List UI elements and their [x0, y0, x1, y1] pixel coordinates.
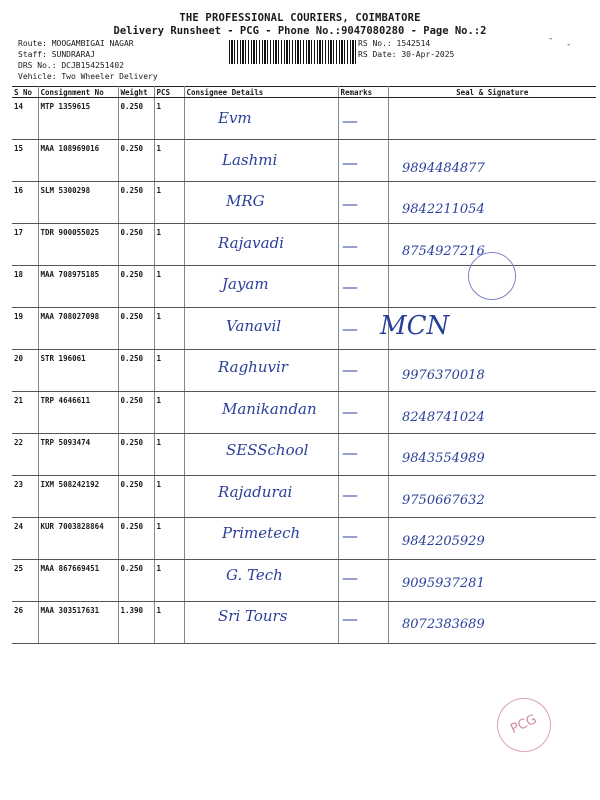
consignee-handwriting: Lashmi — [222, 150, 278, 169]
row-pcs: 1 — [154, 98, 184, 140]
remark-tick: — — [342, 484, 358, 504]
row-pcs: 1 — [154, 140, 184, 182]
row-seal — [388, 98, 596, 140]
consignee-handwriting: Jayam — [222, 275, 269, 293]
consignee-handwriting: Primetech — [222, 524, 301, 542]
row-consignment-no: MAA 708975185 — [38, 266, 118, 308]
table-row — [12, 182, 596, 224]
consignee-handwriting: Raghuvir — [218, 358, 288, 376]
remark-tick: — — [342, 194, 358, 213]
row-pcs: 1 — [154, 224, 184, 266]
row-sno: 25 — [12, 560, 38, 602]
row-sno: 20 — [12, 350, 38, 392]
pcg-stamp: PCG — [488, 689, 560, 761]
row-weight: 0.250 — [118, 350, 154, 392]
signature-phone: 9976370018 — [402, 368, 485, 383]
rs-date: RS Date: 30-Apr-2025 — [358, 50, 455, 59]
table-row — [12, 602, 596, 644]
col-weight: Weight — [118, 87, 154, 98]
signature-phone: 8072383689 — [402, 617, 485, 632]
runsheet-title: Delivery Runsheet - PCG - Phone No.:9047080280 - Page No.:2 — [113, 25, 487, 37]
company-title: THE PROFESSIONAL COURIERS, COIMBATORE — [179, 12, 421, 24]
row-pcs: 1 — [154, 350, 184, 392]
row-pcs: 1 — [154, 560, 184, 602]
row-pcs: 1 — [154, 602, 184, 644]
consignee-handwriting: Sri Tours — [218, 607, 288, 625]
row-weight: 0.250 — [118, 98, 154, 140]
table-row — [12, 560, 596, 602]
row-consignment-no: SLM 5300298 — [38, 182, 118, 224]
signature-phone: 9842205929 — [402, 534, 485, 549]
row-consignment-no: MTP 1359615 — [38, 98, 118, 140]
row-sno: 24 — [12, 518, 38, 560]
staff-label: Staff: SUNDRARAJ — [18, 50, 96, 59]
row-sno: 17 — [12, 224, 38, 266]
margin-mark: - — [548, 34, 554, 44]
signature-phone: 8754927216 — [402, 243, 485, 259]
row-weight: 0.250 — [118, 308, 154, 350]
delivery-table — [12, 86, 596, 644]
signature-phone: 9095937281 — [402, 575, 485, 591]
row-consignment-no: TRP 4646611 — [38, 392, 118, 434]
remark-tick: — — [342, 443, 358, 462]
row-weight: 0.250 — [118, 392, 154, 434]
row-pcs: 1 — [154, 266, 184, 308]
col-pcs: PCS — [154, 87, 184, 98]
remark-tick: — — [342, 567, 358, 587]
row-consignee — [184, 98, 338, 140]
rs-number: RS No.: 1542514 — [358, 39, 431, 48]
consignee-handwriting: SESSchool — [226, 441, 309, 459]
signature-phone: 9750667632 — [402, 492, 485, 508]
row-weight: 0.250 — [118, 266, 154, 308]
table-row — [12, 518, 596, 560]
signature-phone: 9842211054 — [402, 202, 485, 217]
row-pcs: 1 — [154, 392, 184, 434]
vehicle-label: Vehicle: Two Wheeler Delivery — [18, 72, 158, 81]
remark-tick: — — [342, 277, 358, 296]
row-sno: 26 — [12, 602, 38, 644]
remark-tick: — — [342, 235, 358, 255]
consignee-handwriting: Rajadurai — [218, 482, 293, 501]
table-row — [12, 98, 596, 140]
remark-tick: — — [342, 318, 358, 338]
row-consignment-no: MAA 303517631 — [38, 602, 118, 644]
table-row — [12, 140, 596, 182]
row-weight: 0.250 — [118, 560, 154, 602]
consignee-handwriting: Evm — [218, 109, 252, 127]
consignee-handwriting: Vanavil — [226, 316, 282, 335]
consignee-handwriting: Rajavadi — [218, 233, 284, 252]
barcode — [229, 40, 357, 64]
drs-label: DRS No.: DCJB154251402 — [18, 61, 124, 70]
row-weight: 0.250 — [118, 140, 154, 182]
col-consignment: Consignment No — [38, 87, 118, 98]
remark-tick: — — [342, 111, 358, 130]
remark-tick: — — [342, 609, 358, 628]
table-header-row — [12, 87, 596, 98]
consignee-handwriting: Manikandan — [222, 399, 317, 418]
row-consignment-no: TDR 900055025 — [38, 224, 118, 266]
row-consignment-no: KUR 7003828864 — [38, 518, 118, 560]
row-sno: 18 — [12, 266, 38, 308]
row-consignment-no: TRP 5093474 — [38, 434, 118, 476]
signature-phone: 9894484877 — [402, 160, 485, 176]
row-sno: 16 — [12, 182, 38, 224]
col-remarks: Remarks — [338, 87, 388, 98]
row-sno: 22 — [12, 434, 38, 476]
row-consignment-no: MAA 108969016 — [38, 140, 118, 182]
row-weight: 0.250 — [118, 224, 154, 266]
col-consignee: Consignee Details — [184, 87, 338, 98]
col-sno: S No — [12, 87, 38, 98]
row-consignment-no: MAA 708027098 — [38, 308, 118, 350]
company-seal — [468, 252, 516, 300]
row-sno: 19 — [12, 308, 38, 350]
row-consignment-no: STR 196061 — [38, 350, 118, 392]
remark-tick: — — [342, 360, 358, 379]
row-consignment-no: MAA 867669451 — [38, 560, 118, 602]
col-seal: Seal & Signature — [388, 87, 596, 98]
row-pcs: 1 — [154, 476, 184, 518]
consignee-handwriting: MRG — [226, 192, 265, 210]
row-weight: 1.390 — [118, 602, 154, 644]
row-pcs: 1 — [154, 434, 184, 476]
row-sno: 21 — [12, 392, 38, 434]
signature-phone: 9843554989 — [402, 451, 485, 466]
consignee-handwriting: G. Tech — [226, 565, 283, 584]
row-consignment-no: IXM 508242192 — [38, 476, 118, 518]
row-weight: 0.250 — [118, 182, 154, 224]
seal-signature: MCN — [380, 310, 450, 341]
remark-tick: — — [342, 401, 358, 421]
table-row — [12, 476, 596, 518]
row-pcs: 1 — [154, 182, 184, 224]
row-weight: 0.250 — [118, 518, 154, 560]
table-row — [12, 308, 596, 350]
remark-tick: — — [342, 526, 358, 545]
margin-mark: - — [566, 40, 572, 50]
row-sno: 15 — [12, 140, 38, 182]
table-row — [12, 350, 596, 392]
row-sno: 14 — [12, 98, 38, 140]
row-sno: 23 — [12, 476, 38, 518]
row-pcs: 1 — [154, 308, 184, 350]
row-weight: 0.250 — [118, 434, 154, 476]
row-weight: 0.250 — [118, 476, 154, 518]
remark-tick: — — [342, 152, 358, 172]
route-label: Route: MOOGAMBIGAI NAGAR — [18, 39, 134, 48]
signature-phone: 8248741024 — [402, 409, 485, 425]
row-pcs: 1 — [154, 518, 184, 560]
